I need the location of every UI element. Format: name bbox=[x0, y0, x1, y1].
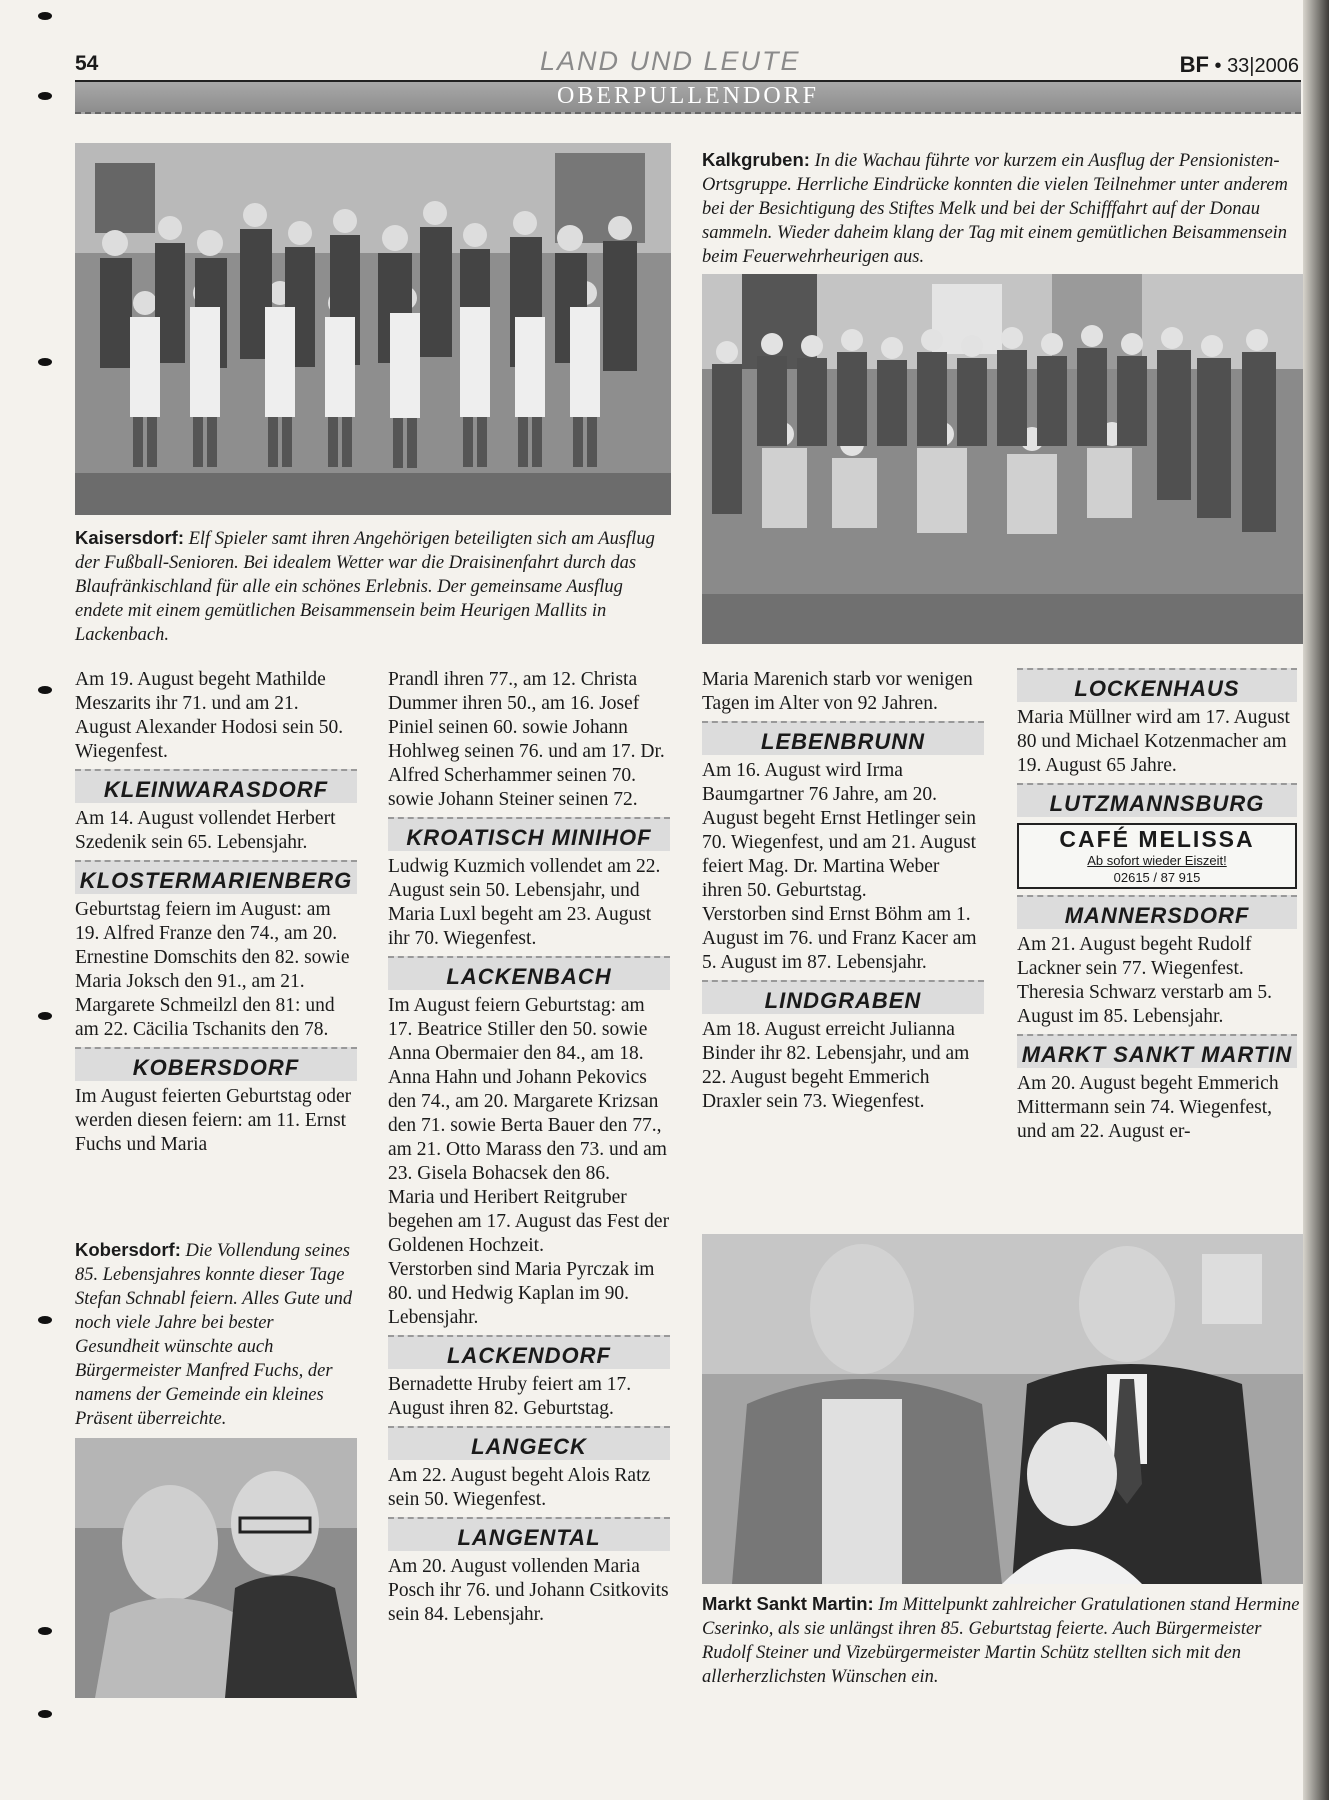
issue-number: 33|2006 bbox=[1227, 55, 1299, 77]
news-text: Am 20. August begeht Emmerich Mittermann sein 74. Wiegenfest, und am 22. August er- bbox=[1017, 1073, 1279, 1142]
publication-name: BF bbox=[1179, 52, 1209, 77]
place-heading-langeck: LANGECK bbox=[388, 1426, 670, 1460]
news-text: Ludwig Kuzmich vollendet am 22. August sein 50. Lebensjahr, und Maria Luxl begeht am 23. August ihr 70. Wiegenfest. bbox=[388, 856, 661, 949]
cafe-melissa-ad bbox=[1017, 823, 1297, 889]
caption-place: Markt Sankt Martin: bbox=[702, 1593, 874, 1614]
caption-text: Elf Spieler samt ihren Angehörigen beteiligten sich am Ausflug der Fußball-Senioren. Bei idealem Wetter war die Draisinenfahrt durch das Blaufränkischland für alle ein schönes Erlebnis. Der gemeinsame Ausflug endete mit einem gemütlichen Beisammensein beim Heurigen Mallits in Lackenbach. bbox=[75, 529, 655, 645]
kaisersdorf-group-photo bbox=[75, 143, 671, 515]
news-text: Am 21. August begeht Rudolf Lackner sein 77. Wiegenfest. bbox=[1017, 934, 1252, 979]
news-text: Im August feiern Geburtstag: am 17. Beatrice Stiller den 50. sowie Anna Obermaier den 84., am 18. Anna Hahn und Johann Pekovics den 74., am 20. Margarete Krizsan den 71. sowie Berta Bauer den 77., am 21. Otto Marass den 73. und am 23. Gisela Bohacsek den 86. bbox=[388, 995, 667, 1184]
kobersdorf-caption bbox=[75, 1238, 360, 1431]
column-3 bbox=[702, 668, 984, 1114]
caption-place: Kobersdorf: bbox=[75, 1239, 181, 1260]
binder-mark bbox=[38, 1012, 52, 1020]
kalkgruben-group-photo bbox=[702, 274, 1303, 644]
column-4 bbox=[1017, 668, 1297, 1144]
binder-mark bbox=[38, 1710, 52, 1718]
caption-place: Kaisersdorf: bbox=[75, 527, 184, 548]
news-text: Am 16. August wird Irma Baumgartner 76 Jahre, am 20. August begeht Ernst Hetlinger sein 70. Wiegenfest, und am 21. August feiert Mag. Dr. Martina Weber ihren 50. Geburtstag. bbox=[702, 760, 977, 901]
binder-mark bbox=[38, 12, 52, 20]
caption-text: Die Vollendung seines 85. Lebensjahres konnte dieser Tage Stefan Schnabl feiern. Alles Gute und noch viele Jahre bei bester Gesundheit wünschte auch Bürgermeister Manfred Fuchs, der namens der Gemeinde ein kleines Präsent überreichte. bbox=[75, 1241, 353, 1429]
place-heading-lebenbrunn: LEBENBRUNN bbox=[702, 721, 984, 755]
binder-mark bbox=[38, 92, 52, 100]
caption-place: Kalkgruben: bbox=[702, 149, 810, 170]
region-bar bbox=[75, 82, 1301, 114]
news-text: Theresia Schwarz verstarb am 5. August im 85. Lebensjahr. bbox=[1017, 982, 1273, 1027]
news-text: Bernadette Hruby feiert am 17. August ihren 82. Geburtstag. bbox=[388, 1374, 632, 1419]
news-text: Am 22. August begeht Alois Ratz sein 50. Wiegenfest. bbox=[388, 1465, 651, 1510]
place-heading-kroatisch-minihof: KROATISCH MINIHOF bbox=[388, 817, 670, 851]
place-heading-lindgraben: LINDGRABEN bbox=[702, 980, 984, 1014]
news-text: Maria Marenich starb vor wenigen Tagen im Alter von 92 Jahren. bbox=[702, 669, 973, 714]
ad-phone: 02615 / 87 915 bbox=[1113, 870, 1201, 885]
column-2 bbox=[388, 668, 670, 1627]
news-text: Im August feierten Geburtstag oder werden diesen feiern: am 11. Ernst Fuchs und Maria bbox=[75, 1086, 352, 1155]
news-text: Verstorben sind Ernst Böhm am 1. August im 76. und Franz Kacer am 5. August im 87. Lebensjahr. bbox=[702, 904, 977, 973]
news-text: Maria Müllner wird am 17. August 80 und Michael Kotzenmacher am 19. August 65 Jahre. bbox=[1017, 707, 1290, 776]
caption-text: In die Wachau führte vor kurzem ein Ausflug der Pensionisten-Ortsgruppe. Herrliche Eindrücke konnten die vielen Teilnehmer unter anderem bei der Besichtigung des Stiftes Melk und bei der Schifffahrt auf der Donau sammeln. Wieder daheim klang der Tag mit einem gemütlichen Beisammensein beim Feuerwehrheurigen aus. bbox=[702, 151, 1288, 267]
news-text: Verstorben sind Maria Pyrczak im 80. und Hedwig Kaplan im 90. Lebensjahr. bbox=[388, 1259, 655, 1328]
markt-sankt-martin-photo bbox=[702, 1234, 1303, 1584]
region-title: OBERPULLENDORF bbox=[556, 83, 820, 109]
binder-mark bbox=[38, 686, 52, 694]
news-text: Am 14. August vollendet Herbert Szedenik sein 65. Lebensjahr. bbox=[75, 808, 336, 853]
binder-mark bbox=[38, 358, 52, 366]
issue-info bbox=[1180, 52, 1299, 78]
place-heading-lockenhaus: LOCKENHAUS bbox=[1017, 668, 1297, 702]
news-text: Am 19. August begeht Mathilde Meszarits ihr 71. und am 21. August Alexander Hodosi sein 50. Wiegenfest. bbox=[75, 669, 344, 762]
markt-sankt-martin-caption bbox=[702, 1592, 1307, 1689]
page-edge-shadow bbox=[1303, 0, 1329, 1800]
kobersdorf-photo bbox=[75, 1438, 357, 1698]
kalkgruben-caption bbox=[702, 148, 1302, 269]
news-text: Maria und Heribert Reitgruber begehen am 17. August das Fest der Goldenen Hochzeit. bbox=[388, 1187, 670, 1256]
kaisersdorf-caption bbox=[75, 526, 675, 647]
news-text: Am 18. August erreicht Julianna Binder ihr 82. Lebensjahr, und am 22. August begeht Emmerich Draxler sein 73. Wiegenfest. bbox=[702, 1019, 970, 1112]
ad-slogan: Ab sofort wieder Eiszeit! bbox=[1087, 853, 1227, 868]
binder-mark bbox=[38, 1627, 52, 1635]
place-heading-kobersdorf: KOBERSDORF bbox=[75, 1047, 357, 1081]
column-1 bbox=[75, 668, 357, 1157]
news-text: Geburtstag feiern im August: am 19. Alfred Franze den 74., am 20. Ernestine Domschits den 82. sowie Maria Joksch den 91., am 21. Margarete Schmeilzl den 81: und am 22. Cäcilia Tschanits den 78. bbox=[75, 899, 350, 1040]
place-heading-markt-sankt-martin: MARKT SANKT MARTIN bbox=[1017, 1034, 1297, 1068]
caption-text: Im Mittelpunkt zahlreicher Gratulationen stand Hermine Cserinko, als sie unlängst ihren 85. Geburtstag feierte. Auch Bürgermeister Rudolf Steiner und Vizebürgermeister Martin Schütz stellten sich mit den allerherzlichsten Wünschen ein. bbox=[702, 1595, 1300, 1687]
place-heading-lackenbach: LACKENBACH bbox=[388, 956, 670, 990]
section-title: LAND UND LEUTE bbox=[540, 46, 801, 76]
place-heading-kleinwarasdorf: KLEINWARASDORF bbox=[75, 769, 357, 803]
ad-title: CAFÉ MELISSA bbox=[1059, 826, 1255, 852]
page-number: 54 bbox=[75, 52, 99, 75]
news-text: Prandl ihren 77., am 12. Christa Dummer ihren 50., am 16. Josef Piniel seinen 60. sowie Johann Hohlweg seinen 76. und am 17. Dr. Alfred Scherhammer seinen 70. sowie Johann Steiner seinen 72. bbox=[388, 669, 665, 810]
place-heading-langental: LANGENTAL bbox=[388, 1517, 670, 1551]
place-heading-klostermarienberg: KLOSTERMARIENBERG bbox=[75, 860, 357, 894]
place-heading-lackendorf: LACKENDORF bbox=[388, 1335, 670, 1369]
place-heading-lutzmannsburg: LUTZMANNSBURG bbox=[1017, 783, 1297, 817]
binder-mark bbox=[38, 1316, 52, 1324]
news-text: Am 20. August vollenden Maria Posch ihr 76. und Johann Csitkovits sein 84. Lebensjahr. bbox=[388, 1556, 669, 1625]
place-heading-mannersdorf: MANNERSDORF bbox=[1017, 895, 1297, 929]
issue-separator: • bbox=[1214, 55, 1222, 77]
